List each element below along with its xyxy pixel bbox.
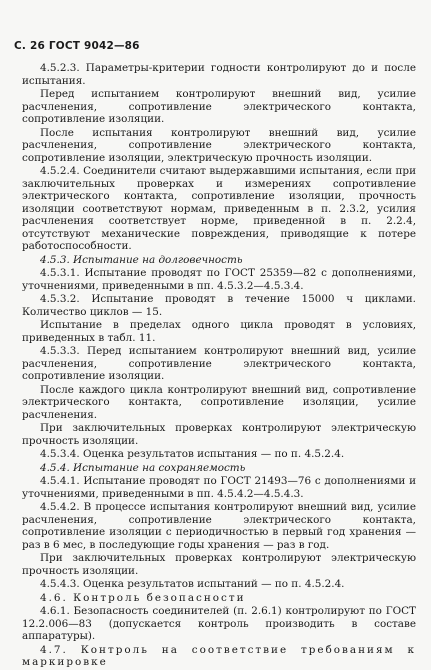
paragraph: При заключительных проверках контролируют электрическую прочность изоляции. xyxy=(22,552,416,577)
section-heading: 4.6. Контроль безопасности xyxy=(40,591,246,604)
paragraph: 4.5.4.2. В процессе испытания контролируют внешний вид, усилие расчленения, сопротивление электрического контакта, сопротивление изоляции с периодичностью в первый год хранения — раз в 6 мес, в последующие годы хранения — раз в год. xyxy=(22,501,416,551)
section-heading: 4.5.3. Испытание на долговечность xyxy=(40,253,243,266)
paragraph: 4.5.4.3. Оценка результатов испытаний — по п. 4.5.2.4. xyxy=(40,578,345,590)
paragraph: После каждого цикла контролируют внешний вид, сопротивление электрического контакта, сопротивление изоляции, усилие расчленения. xyxy=(22,383,416,421)
paragraph: 4.5.2.3. Параметры-критерии годности контролируют до и после испытания. xyxy=(22,62,416,87)
paragraph: После испытания контролируют внешний вид, усилие расчленения, сопротивление электрического контакта, сопротивление изоляции, электрическую прочность изоляции. xyxy=(22,126,416,164)
paragraph: Перед испытанием контролируют внешний вид, усилие расчленения, сопротивление электрического контакта, сопротивление изоляции. xyxy=(22,88,416,125)
paragraph: 4.5.4.1. Испытание проводят по ГОСТ 21493—76 с дополнениями и уточнениями, приведенными в пп. 4.5.4.2—4.5.4.3. xyxy=(22,475,416,500)
paragraph: 4.5.3.2. Испытание проводят в течение 15000 ч циклами. Количество циклов — 15. xyxy=(22,293,416,318)
paragraph: При заключительных проверках контролируют электрическую прочность изоляции. xyxy=(22,422,416,447)
paragraph: 4.5.3.3. Перед испытанием контролируют внешний вид, усилие расчленения, сопротивление электрического контакта, сопротивление изоляции. xyxy=(22,345,416,382)
paragraph: 4.6.1. Безопасность соединителей (п. 2.6.1) контролируют по ГОСТ 12.2.006—83 (допускается контроль производить в составе аппаратуры). xyxy=(22,605,416,642)
section-heading: 4.5.4. Испытание на сохраняемость xyxy=(40,461,246,474)
paragraph: 4.5.2.4. Соединители считают выдержавшими испытания, если при заключительных проверках и измерениях сопротивление электрического контакта, сопротивление изоляции, прочность изоляции соответствуют нормам, приведенным в п. 2.3.2, усилия расчленения соответствует норме, приведенной в п. 2.2.4, отсутствуют механические повреждения, приводящие к потере работоспособности. xyxy=(22,165,416,252)
document-body xyxy=(22,62,416,670)
paragraph: 4.5.3.4. Оценка результатов испытания — по п. 4.5.2.4. xyxy=(40,448,345,460)
paragraph: 4.5.3.1. Испытание проводят по ГОСТ 25359—82 с дополнениями, уточнениями, приведенными в пп. 4.5.3.2—4.5.3.4. xyxy=(22,267,416,292)
paragraph: Испытание в пределах одного цикла проводят в условиях, приведенных в табл. 11. xyxy=(22,319,416,344)
section-heading: 4.7. Контроль на соответствие требованиям к маркировке xyxy=(22,643,416,668)
page-header: С. 26 ГОСТ 9042—86 xyxy=(14,40,140,52)
